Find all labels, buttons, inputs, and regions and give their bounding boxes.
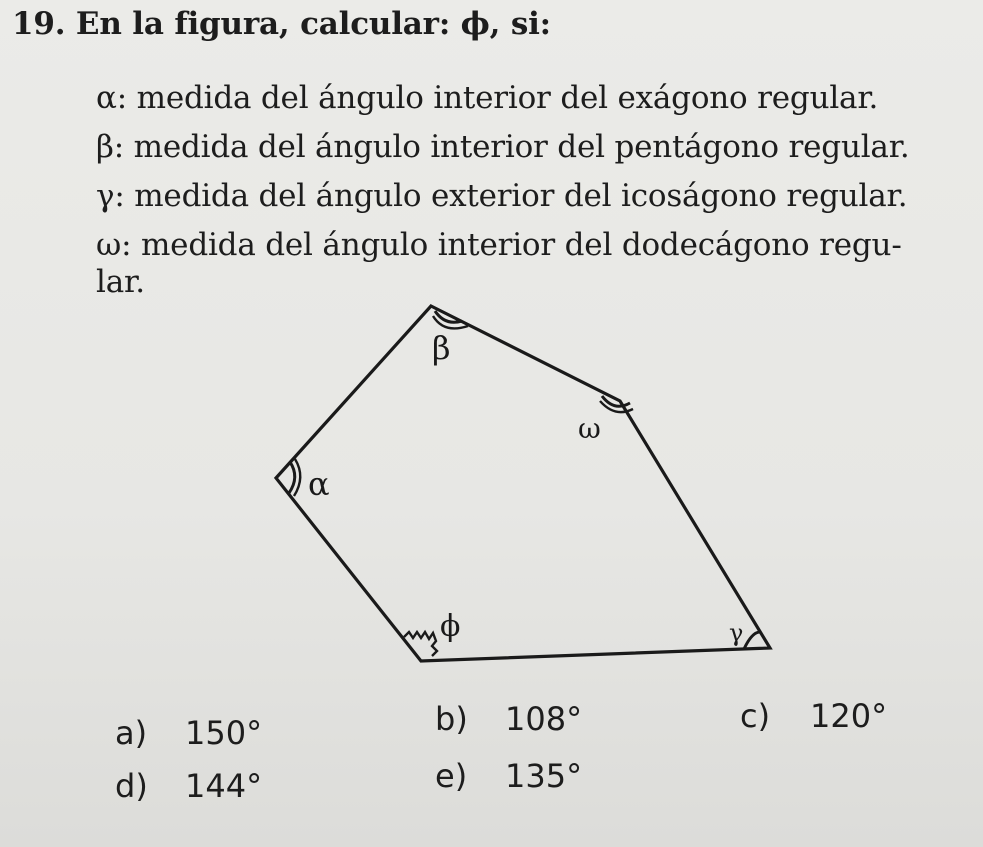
option-e[interactable] bbox=[435, 757, 582, 795]
option-value: 108° bbox=[505, 700, 583, 738]
option-value: 144° bbox=[185, 767, 263, 805]
definition-omega-continued: lar. bbox=[96, 264, 145, 300]
alpha-angle-mark bbox=[289, 462, 295, 493]
option-value: 150° bbox=[185, 714, 263, 752]
option-letter: c) bbox=[740, 697, 771, 735]
option-b[interactable] bbox=[435, 700, 582, 738]
option-letter: b) bbox=[435, 700, 468, 738]
definition-gamma: γ: medida del ángulo exterior del icoságono regular. bbox=[96, 178, 908, 214]
option-a[interactable] bbox=[115, 714, 262, 752]
option-value: 135° bbox=[505, 757, 583, 795]
option-c[interactable] bbox=[740, 697, 887, 735]
beta-label: β bbox=[432, 329, 451, 367]
beta-angle-mark bbox=[435, 311, 462, 322]
gamma-angle-mark bbox=[744, 632, 760, 649]
pentagon-outline bbox=[276, 306, 770, 661]
alpha-label: α bbox=[308, 465, 330, 503]
definition-omega: ω: medida del ángulo interior del dodecágono regu- bbox=[96, 227, 902, 263]
option-letter: a) bbox=[115, 714, 148, 752]
option-d[interactable] bbox=[115, 767, 262, 805]
question-title: 19. En la figura, calcular: ϕ, si: bbox=[12, 6, 551, 42]
omega-label: ω bbox=[578, 412, 601, 445]
option-letter: e) bbox=[435, 757, 468, 795]
option-letter: d) bbox=[115, 767, 148, 805]
definition-beta: β: medida del ángulo interior del pentágono regular. bbox=[96, 129, 910, 165]
option-value: 120° bbox=[810, 697, 888, 735]
definition-alpha: α: medida del ángulo interior del exágono regular. bbox=[96, 80, 879, 116]
phi-label: ϕ bbox=[440, 609, 461, 644]
gamma-label: γ bbox=[729, 619, 744, 647]
